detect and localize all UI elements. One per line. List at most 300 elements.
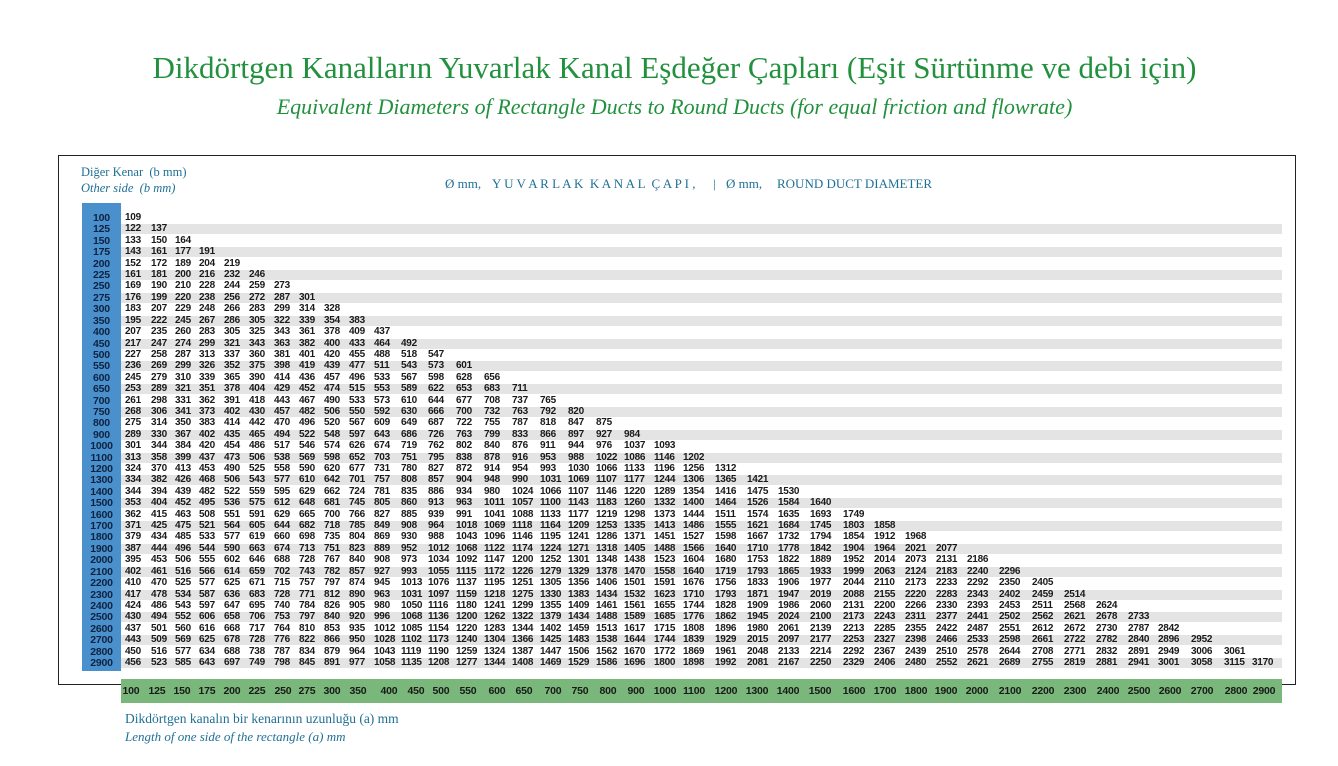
table-cell: 964 bbox=[349, 645, 365, 657]
table-cell: 2842 bbox=[1158, 622, 1180, 634]
table-cell: 1100 bbox=[540, 497, 561, 509]
row-label: 550 bbox=[93, 360, 110, 373]
table-cell: 663 bbox=[249, 542, 265, 554]
table-cell: 301 bbox=[125, 440, 141, 452]
table-cell: 743 bbox=[299, 565, 315, 577]
table-cell: 2832 bbox=[1096, 645, 1118, 657]
table-cell: 482 bbox=[299, 405, 315, 417]
table-cell: 874 bbox=[349, 577, 365, 589]
table-cell: 1271 bbox=[568, 542, 590, 554]
diameter-unit-en: Ø mm, bbox=[726, 176, 763, 191]
row-label: 350 bbox=[93, 314, 110, 327]
table-cell: 1172 bbox=[484, 565, 505, 577]
table-cell: 1299 bbox=[512, 599, 534, 611]
table-cell: 2214 bbox=[810, 645, 832, 657]
table-cell: 567 bbox=[401, 371, 417, 383]
table-cell: 310 bbox=[175, 371, 191, 383]
table-cell: 456 bbox=[125, 656, 141, 668]
table-cell: 1190 bbox=[428, 645, 449, 657]
table-cell: 410 bbox=[125, 577, 141, 589]
table-cell: 1869 bbox=[683, 645, 705, 657]
table-cell: 890 bbox=[349, 588, 365, 600]
table-cell: 379 bbox=[125, 531, 141, 543]
table-cell: 1406 bbox=[596, 577, 618, 589]
table-cell: 1434 bbox=[596, 588, 618, 600]
table-cell: 674 bbox=[374, 440, 390, 452]
table-cell: 1591 bbox=[654, 577, 676, 589]
column-label: 2000 bbox=[965, 685, 989, 697]
table-cell: 1676 bbox=[683, 577, 705, 589]
table-cell: 508 bbox=[199, 508, 215, 520]
table-cell: 150 bbox=[151, 234, 167, 246]
table-cell: 2949 bbox=[1158, 645, 1180, 657]
table-cell: 533 bbox=[199, 531, 215, 543]
table-cell: 782 bbox=[324, 565, 340, 577]
table-cell: 930 bbox=[401, 531, 417, 543]
table-cell: 569 bbox=[175, 634, 191, 646]
column-label: 275 bbox=[298, 685, 316, 697]
table-cell: 795 bbox=[428, 451, 444, 463]
table-cell: 683 bbox=[249, 588, 265, 600]
table-cell: 382 bbox=[299, 337, 315, 349]
table-cell: 161 bbox=[151, 246, 167, 258]
table-cell: 677 bbox=[349, 463, 365, 475]
table-cell: 677 bbox=[456, 394, 472, 406]
column-label: 200 bbox=[223, 685, 241, 697]
table-cell: 702 bbox=[274, 565, 290, 577]
table-cell: 391 bbox=[224, 394, 240, 406]
table-cell: 935 bbox=[349, 622, 365, 634]
table-cell: 272 bbox=[249, 291, 265, 303]
table-cell: 1301 bbox=[568, 554, 590, 566]
table-cell: 993 bbox=[401, 565, 417, 577]
table-cell: 1324 bbox=[484, 645, 506, 657]
table-cell: 1283 bbox=[484, 622, 506, 634]
table-cell: 1279 bbox=[540, 565, 562, 577]
table-cell: 577 bbox=[175, 645, 191, 657]
table-cell: 339 bbox=[199, 371, 215, 383]
table-cell: 840 bbox=[484, 440, 500, 452]
table-cell: 1464 bbox=[715, 497, 737, 509]
table-cell: 2240 bbox=[967, 565, 989, 577]
table-cell: 2511 bbox=[1032, 599, 1053, 611]
table-cell: 1906 bbox=[778, 577, 800, 589]
table-cell: 2253 bbox=[843, 634, 865, 646]
table-cell: 1909 bbox=[747, 599, 769, 611]
table-cell: 1013 bbox=[401, 577, 423, 589]
column-label: 1600 bbox=[842, 685, 866, 697]
table-cell: 671 bbox=[249, 577, 265, 589]
table-cell: 375 bbox=[249, 360, 265, 372]
table-cell: 977 bbox=[349, 656, 365, 668]
table-cell: 1164 bbox=[540, 520, 561, 532]
table-cell: 222 bbox=[151, 314, 167, 326]
table-cell: 520 bbox=[324, 417, 340, 429]
table-cell: 2250 bbox=[810, 656, 832, 668]
table-cell: 587 bbox=[199, 588, 215, 600]
table-cell: 927 bbox=[374, 565, 390, 577]
table-cell: 2048 bbox=[747, 645, 769, 657]
table-cell: 450 bbox=[125, 645, 141, 657]
table-cell: 1562 bbox=[596, 645, 618, 657]
column-label: 800 bbox=[599, 685, 617, 697]
table-cell: 1259 bbox=[456, 645, 478, 657]
table-cell: 976 bbox=[596, 440, 612, 452]
table-cell: 1719 bbox=[715, 565, 737, 577]
table-cell: 1055 bbox=[428, 565, 450, 577]
table-cell: 1438 bbox=[624, 554, 646, 566]
table-cell: 1102 bbox=[401, 634, 422, 646]
table-cell: 620 bbox=[324, 463, 340, 475]
table-cell: 199 bbox=[151, 291, 167, 303]
row-label: 650 bbox=[93, 383, 110, 396]
table-cell: 726 bbox=[428, 428, 444, 440]
table-cell: 847 bbox=[568, 417, 584, 429]
table-cell: 745 bbox=[349, 497, 365, 509]
table-cell: 722 bbox=[456, 417, 472, 429]
row-label: 1100 bbox=[90, 451, 113, 464]
table-cell: 515 bbox=[349, 383, 365, 395]
table-cell: 238 bbox=[199, 291, 215, 303]
row-stripe bbox=[121, 247, 1282, 257]
table-cell: 1154 bbox=[428, 622, 449, 634]
table-cell: 1451 bbox=[654, 531, 676, 543]
table-cell: 647 bbox=[224, 599, 240, 611]
table-cell: 1289 bbox=[654, 485, 676, 497]
table-cell: 1947 bbox=[778, 588, 800, 600]
row-label: 2100 bbox=[90, 565, 113, 578]
diameter-label-en: ROUND DUCT DIAMETER bbox=[777, 176, 933, 191]
table-cell: 1538 bbox=[596, 634, 618, 646]
column-label: 750 bbox=[571, 685, 589, 697]
table-cell: 256 bbox=[224, 291, 240, 303]
table-cell: 1623 bbox=[654, 588, 676, 600]
table-cell: 394 bbox=[151, 485, 167, 497]
table-cell: 137 bbox=[151, 223, 167, 235]
table-cell: 2077 bbox=[936, 542, 958, 554]
table-cell: 2021 bbox=[905, 542, 927, 554]
table-cell: 1413 bbox=[654, 520, 676, 532]
table-cell: 991 bbox=[456, 508, 472, 520]
table-cell: 413 bbox=[175, 463, 191, 475]
table-cell: 1912 bbox=[874, 531, 896, 543]
table-cell: 1586 bbox=[596, 656, 618, 668]
column-label: 1100 bbox=[683, 685, 705, 697]
table-cell: 920 bbox=[349, 611, 365, 623]
table-cell: 678 bbox=[224, 634, 240, 646]
table-cell: 668 bbox=[224, 622, 240, 634]
table-cell: 1371 bbox=[624, 531, 646, 543]
table-cell: 306 bbox=[151, 405, 167, 417]
table-cell: 1776 bbox=[683, 611, 705, 623]
table-cell: 2393 bbox=[967, 599, 989, 611]
table-cell: 1305 bbox=[540, 577, 562, 589]
table-cell: 1277 bbox=[456, 656, 478, 668]
table-cell: 787 bbox=[274, 645, 290, 657]
table-cell: 3061 bbox=[1224, 645, 1246, 657]
table-cell: 2502 bbox=[999, 611, 1021, 623]
table-cell: 1356 bbox=[568, 577, 590, 589]
table-cell: 1069 bbox=[568, 474, 590, 486]
row-label: 2700 bbox=[90, 634, 113, 647]
table-cell: 2173 bbox=[905, 577, 927, 589]
table-cell: 536 bbox=[224, 497, 240, 509]
table-cell: 823 bbox=[349, 542, 365, 554]
table-cell: 2266 bbox=[905, 599, 927, 611]
table-cell: 183 bbox=[125, 303, 141, 315]
table-cell: 1086 bbox=[624, 451, 646, 463]
table-cell: 577 bbox=[274, 474, 290, 486]
table-cell: 2881 bbox=[1096, 656, 1118, 668]
table-cell: 963 bbox=[456, 497, 472, 509]
table-cell: 1137 bbox=[456, 577, 477, 589]
table-cell: 2014 bbox=[874, 554, 896, 566]
table-cell: 490 bbox=[324, 394, 340, 406]
table-cell: 927 bbox=[596, 428, 612, 440]
table-cell: 1961 bbox=[715, 645, 737, 657]
table-cell: 543 bbox=[401, 360, 417, 372]
table-cell: 1028 bbox=[374, 634, 396, 646]
table-cell: 464 bbox=[374, 337, 390, 349]
table-cell: 963 bbox=[374, 588, 390, 600]
table-cell: 2514 bbox=[1064, 588, 1086, 600]
table-cell: 301 bbox=[299, 291, 315, 303]
table-cell: 2891 bbox=[1128, 645, 1150, 657]
table-cell: 227 bbox=[125, 348, 141, 360]
column-label: 250 bbox=[274, 685, 292, 697]
row-label: 200 bbox=[93, 257, 110, 270]
table-cell: 980 bbox=[374, 599, 390, 611]
table-cell: 486 bbox=[151, 599, 167, 611]
table-cell: 328 bbox=[324, 303, 340, 315]
table-cell: 682 bbox=[299, 520, 315, 532]
table-cell: 232 bbox=[224, 269, 240, 281]
table-cell: 1085 bbox=[401, 622, 423, 634]
table-cell: 1335 bbox=[624, 520, 646, 532]
table-cell: 1513 bbox=[596, 622, 618, 634]
table-cell: 506 bbox=[249, 451, 265, 463]
table-cell: 564 bbox=[224, 520, 240, 532]
table-cell: 383 bbox=[199, 417, 215, 429]
table-cell: 1527 bbox=[683, 531, 705, 543]
table-cell: 402 bbox=[224, 405, 240, 417]
table-cell: 1715 bbox=[654, 622, 676, 634]
table-cell: 496 bbox=[349, 371, 365, 383]
table-cell: 1400 bbox=[683, 497, 705, 509]
table-cell: 1828 bbox=[715, 599, 737, 611]
table-cell: 351 bbox=[199, 383, 215, 395]
table-cell: 2327 bbox=[874, 634, 896, 646]
row-label: 1900 bbox=[90, 542, 113, 555]
column-label: 2100 bbox=[998, 685, 1022, 697]
table-cell: 1348 bbox=[596, 554, 618, 566]
table-cell: 482 bbox=[199, 485, 215, 497]
table-cell: 616 bbox=[199, 622, 215, 634]
table-cell: 455 bbox=[349, 348, 365, 360]
table-cell: 590 bbox=[224, 542, 240, 554]
table-cell: 467 bbox=[299, 394, 315, 406]
table-cell: 419 bbox=[299, 360, 315, 372]
table-cell: 1262 bbox=[484, 611, 506, 623]
table-cell: 314 bbox=[151, 417, 167, 429]
table-cell: 1584 bbox=[778, 497, 800, 509]
table-cell: 916 bbox=[512, 451, 528, 463]
table-cell: 365 bbox=[224, 371, 240, 383]
table-cell: 1710 bbox=[683, 588, 705, 600]
table-cell: 2578 bbox=[967, 645, 989, 657]
table-cell: 648 bbox=[299, 497, 315, 509]
table-cell: 835 bbox=[401, 485, 417, 497]
table-cell: 1220 bbox=[624, 485, 646, 497]
table-cell: 1992 bbox=[715, 656, 737, 668]
table-cell: 122 bbox=[125, 223, 141, 235]
table-cell: 2292 bbox=[843, 645, 865, 657]
table-cell: 326 bbox=[199, 360, 215, 372]
table-cell: 551 bbox=[224, 508, 240, 520]
table-cell: 609 bbox=[374, 417, 390, 429]
table-cell: 228 bbox=[199, 280, 215, 292]
table-cell: 353 bbox=[125, 497, 141, 509]
table-cell: 371 bbox=[125, 520, 141, 532]
table-cell: 1378 bbox=[596, 565, 618, 577]
table-cell: 2722 bbox=[1064, 634, 1086, 646]
table-cell: 1180 bbox=[456, 599, 477, 611]
table-cell: 724 bbox=[349, 485, 365, 497]
row-label: 150 bbox=[93, 234, 110, 247]
table-cell: 298 bbox=[151, 394, 167, 406]
table-cell: 644 bbox=[428, 394, 444, 406]
table-cell: 516 bbox=[175, 565, 191, 577]
table-cell: 1366 bbox=[512, 634, 534, 646]
table-cell: 2551 bbox=[999, 622, 1021, 634]
table-cell: 711 bbox=[512, 383, 528, 395]
table-cell: 1904 bbox=[843, 542, 865, 554]
table-cell: 1196 bbox=[654, 463, 675, 475]
table-cell: 2183 bbox=[936, 565, 958, 577]
table-cell: 378 bbox=[224, 383, 240, 395]
table-cell: 688 bbox=[274, 554, 290, 566]
table-cell: 453 bbox=[151, 554, 167, 566]
table-cell: 1794 bbox=[810, 531, 832, 543]
table-cell: 812 bbox=[324, 588, 340, 600]
table-cell: 732 bbox=[484, 405, 500, 417]
table-cell: 984 bbox=[624, 428, 640, 440]
table-cell: 2343 bbox=[967, 588, 989, 600]
table-cell: 402 bbox=[125, 565, 141, 577]
table-cell: 1088 bbox=[512, 508, 534, 520]
table-cell: 757 bbox=[299, 577, 315, 589]
table-cell: 1177 bbox=[624, 474, 645, 486]
table-cell: 1475 bbox=[747, 485, 769, 497]
table-cell: 706 bbox=[249, 611, 265, 623]
table-cell: 437 bbox=[199, 451, 215, 463]
table-cell: 468 bbox=[199, 474, 215, 486]
table-cell: 1146 bbox=[512, 531, 533, 543]
table-cell: 1177 bbox=[568, 508, 589, 520]
table-cell: 764 bbox=[274, 622, 290, 634]
table-cell: 2733 bbox=[1128, 611, 1150, 623]
table-cell: 1344 bbox=[484, 656, 506, 668]
table-cell: 337 bbox=[224, 348, 240, 360]
table-cell: 728 bbox=[274, 588, 290, 600]
table-cell: 2377 bbox=[936, 611, 958, 623]
table-cell: 1833 bbox=[747, 577, 769, 589]
table-cell: 350 bbox=[175, 417, 191, 429]
column-label: 2200 bbox=[1031, 685, 1055, 697]
table-cell: 2063 bbox=[874, 565, 896, 577]
side-b-label-en: Other side (b mm) bbox=[81, 181, 176, 195]
table-cell: 289 bbox=[125, 428, 141, 440]
table-cell: 2124 bbox=[905, 565, 927, 577]
table-cell: 2060 bbox=[810, 599, 832, 611]
table-cell: 1332 bbox=[654, 497, 676, 509]
table-cell: 1244 bbox=[654, 474, 676, 486]
page-subtitle: Equivalent Diameters of Rectangle Ducts to Round Ducts (for equal friction and flowrate) bbox=[276, 94, 1073, 119]
column-label: 2300 bbox=[1063, 685, 1087, 697]
table-cell: 1865 bbox=[778, 565, 800, 577]
table-cell: 560 bbox=[175, 622, 191, 634]
table-cell: 367 bbox=[175, 428, 191, 440]
table-cell: 1732 bbox=[778, 531, 800, 543]
column-label: 1800 bbox=[904, 685, 928, 697]
table-cell: 810 bbox=[299, 622, 315, 634]
table-cell: 954 bbox=[512, 463, 528, 475]
table-cell: 1898 bbox=[683, 656, 705, 668]
table-cell: 495 bbox=[199, 497, 215, 509]
table-cell: 506 bbox=[224, 474, 240, 486]
table-cell: 2292 bbox=[967, 577, 989, 589]
table-cell: 1306 bbox=[683, 474, 705, 486]
column-label: 900 bbox=[627, 685, 645, 697]
table-cell: 2689 bbox=[999, 656, 1021, 668]
table-cell: 697 bbox=[224, 656, 240, 668]
table-cell: 1408 bbox=[512, 656, 534, 668]
row-stripe bbox=[121, 384, 1282, 394]
table-cell: 247 bbox=[151, 337, 167, 349]
table-cell: 605 bbox=[249, 520, 265, 532]
diameter-label-tr: Y U V A R L A K K A N A L Ç A P I , bbox=[492, 176, 696, 191]
table-cell: 457 bbox=[274, 405, 290, 417]
table-cell: 1107 bbox=[568, 485, 589, 497]
table-cell: 2644 bbox=[999, 645, 1021, 657]
table-cell: 404 bbox=[151, 497, 167, 509]
table-cell: 634 bbox=[199, 645, 215, 657]
table-cell: 195 bbox=[125, 314, 141, 326]
table-cell: 575 bbox=[249, 497, 265, 509]
table-cell: 517 bbox=[274, 440, 290, 452]
table-cell: 630 bbox=[401, 405, 417, 417]
table-cell: 2367 bbox=[874, 645, 896, 657]
column-label: 2400 bbox=[1096, 685, 1120, 697]
table-cell: 325 bbox=[249, 326, 265, 338]
table-cell: 470 bbox=[151, 577, 167, 589]
table-cell: 191 bbox=[199, 246, 215, 258]
table-cell: 1425 bbox=[540, 634, 562, 646]
table-cell: 1031 bbox=[401, 588, 423, 600]
table-cell: 1529 bbox=[568, 656, 590, 668]
row-label: 1700 bbox=[90, 520, 113, 533]
table-cell: 2598 bbox=[999, 634, 1021, 646]
table-cell: 496 bbox=[175, 542, 191, 554]
table-cell: 802 bbox=[456, 440, 472, 452]
table-cell: 387 bbox=[125, 542, 141, 554]
row-label: 450 bbox=[93, 337, 110, 350]
table-cell: 973 bbox=[401, 554, 417, 566]
table-cell: 1684 bbox=[778, 520, 800, 532]
table-cell: 728 bbox=[249, 634, 265, 646]
table-cell: 2073 bbox=[905, 554, 927, 566]
table-cell: 2406 bbox=[874, 656, 896, 668]
